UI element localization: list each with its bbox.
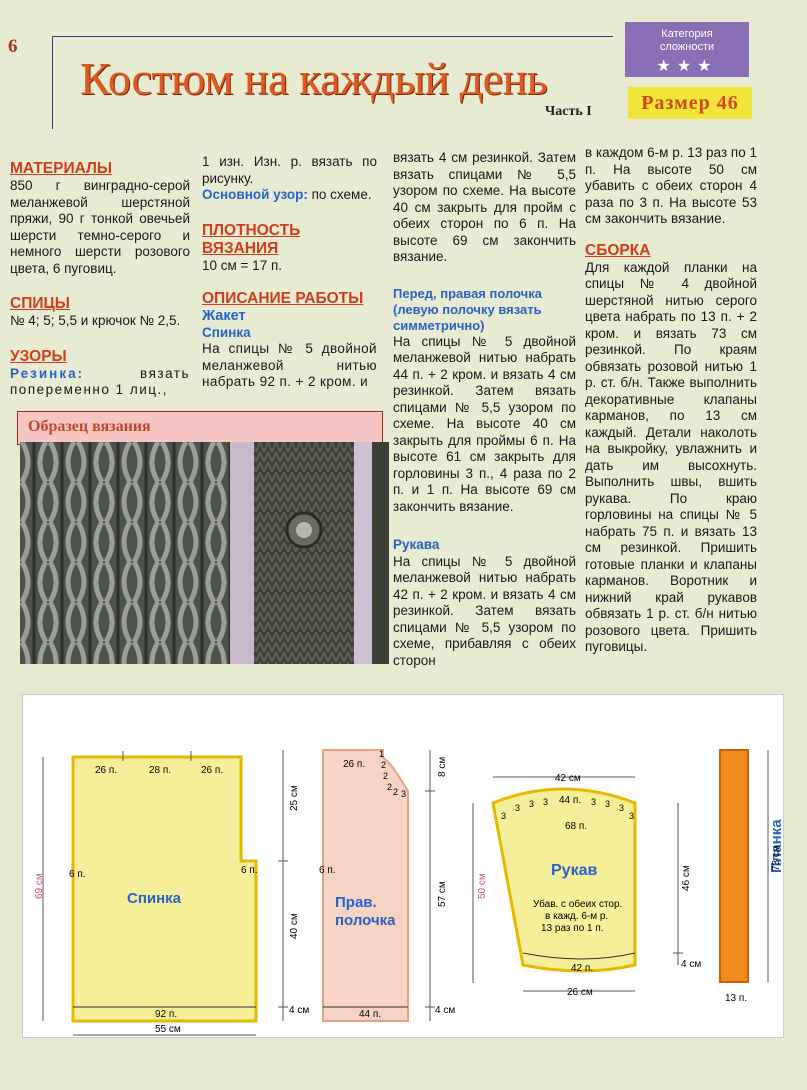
front-neck-3: 2 [383,771,389,781]
assembly-text: Для каждой планки на спицы № 4 двойной шерстяной нитью серого цвета набрать по 13 п. + 2 кром. и вязать 73 см резинкой. По краям обвязать розовой нитью 1 р. ст. б/н. Также выполнить декоративные клапаны карманов, по 13 см каждый. Детали наколоть на выкройку, увлажнить и дать им высохнуть. Выполнить швы, вшить рукава. По краю горловины на спицы № 5 набрать 75 п. и вязать 13 см резинкой. Пришить готовые планки и клапаны карманов. Воротник и нижний край рукавов обвязать 1 р. ст. б/н нитью розового цвета. Пришить пуговицы. [585,259,757,654]
difficulty-stars-icon: ★★★ [656,58,718,75]
front-top-h: 8 см [437,756,448,777]
back-bottom-sts: 92 п. [155,1009,178,1020]
main-pattern-text: по схеме. [307,187,372,202]
column-4 [585,145,757,656]
band-shape [720,750,748,982]
back-side-right-sts: 6 п. [241,865,258,876]
front-neck-4: 2 [387,782,393,792]
difficulty-badge [625,22,749,77]
main-pattern-paragraph [202,187,377,204]
back-continued: вязать 4 см резинкой. Затем вязать спицами № 5,5 узором по схеме. На высоте 40 см закрыть для пройм с обеих сторон по 6 п. На высоте 69 см закончить вязание. [393,150,576,264]
needles-text: № 4; 5; 5,5 и крючок № 2,5. [10,313,181,328]
front-neck-5: 2 [393,787,399,797]
front-text: На спицы № 5 двойной меланжевой нитью набрать 44 п. + 2 кром. и вязать 4 см резинкой. Затем вязать спицами № 5,5 узором по схеме. На высоте 40 см закрыть для проймы 6 п. На высоте 61 см закрыть для горловины 3 п., 4 раза по 2 п. и 1 п. На высоте 69 см закончить вязание. [393,333,576,514]
front-name-2: полочка [335,912,396,929]
sleeve-top-sts: 44 п. [559,795,582,806]
sleeve-shape [493,789,635,971]
materials-text: 850 г винградно-серой меланжевой шерстяной пряжи, 90 г тонкой овечьей шерсти темно-серого и немного шерсти розового цвета, 6 пуговиц. [10,178,190,276]
back-subheading: Спинка [202,324,251,340]
band-name: Планка [768,819,783,873]
front-bottom-sts: 44 п. [359,1009,382,1020]
sleeve-name: Рукав [551,862,598,879]
front-top-sts: 26 п. [343,759,366,770]
density-heading: ПЛОТНОСТЬ ВЯЗАНИЯ [202,221,301,257]
back-top-right-sts: 26 п. [201,765,224,776]
sleeve-top-width: 42 см [555,773,581,784]
main-pattern-label: Основной узор: [202,187,308,202]
difficulty-label-2: сложности [659,41,715,53]
part-label: Часть I [545,104,592,119]
front-name-1: Прав. [335,894,377,911]
page-number: 6 [8,36,18,57]
rib-continued: 1 изн. Изн. р. вязать по рисунку. [202,154,377,186]
sleeve-rib-h: 4 см [681,959,702,970]
sleeve-dec-2: 3 [515,803,521,813]
sleeve-dec-6: 3 [605,799,611,809]
sleeve-dec-1: 3 [501,811,507,821]
front-height: 57 см [437,881,448,907]
sample-heading: Образец вязания [28,418,151,435]
needles-heading: СПИЦЫ [10,295,70,312]
sleeve-dec-4: 3 [543,797,549,807]
sleeve-dec-3: 3 [529,799,535,809]
patterns-heading: УЗОРЫ [10,347,67,365]
rib-paragraph [10,366,190,399]
size-badge: Размер 46 [628,87,752,119]
materials-heading: МАТЕРИАЛЫ [10,160,113,177]
column-1 [10,160,190,399]
sleeve-note-1: Убав. с обеих стор. [533,899,623,910]
jacket-subheading: Жакет [202,308,246,324]
back-upper-h: 25 см [289,785,300,811]
rib-text: вязать попеременно 1 лиц., [10,365,190,397]
front-side-sts: 6 п. [319,865,336,876]
front-neck-1: 1 [379,749,385,759]
schematic-svg [23,695,783,1037]
work-heading: ОПИСАНИЕ РАБОТЫ [202,290,364,307]
back-top-left-sts: 26 п. [95,765,118,776]
density-text: 10 см = 17 п. [202,257,283,273]
back-width: 55 см [155,1024,181,1035]
sample-heading-bar [17,411,383,445]
sleeve-continued: в каждом 6-м р. 13 раз по 1 п. На высоте 50 см убавить с обеих сторон 4 раза по 3 п. На высоте 53 см закончить вязание. [585,145,757,226]
column-2 [202,154,377,391]
front-subheading: Перед, правая полочка (левую полочку вязать симметрично) [393,285,542,333]
sleeve-bottom-width: 26 см [567,987,593,998]
column-3 [393,150,576,669]
sleeve-note-3: 13 раз по 1 п. [541,923,604,934]
band-length: 73 см [771,845,782,871]
back-height: 69 см [34,873,45,899]
back-rib-h: 4 см [289,1005,310,1016]
back-piece-shape [73,757,256,1021]
sleeve-note-2: в кажд. 6-м р. [545,911,609,922]
sleeve-subheading: Рукава [393,537,440,552]
back-lower-h: 40 см [289,913,300,939]
sleeve-dec-7: 3 [619,803,625,813]
sleeve-dec-8: 3 [629,811,635,821]
sleeve-text: На спицы № 5 двойной меланжевой нитью набрать 42 п. + 2 кром. и вязать 4 см резинкой. Затем вязать спицами № 5,5 узором по схеме, прибавляя с обеих сторон [393,553,576,668]
front-neck-6: 3 [401,789,407,799]
rib-label: Резинка: [10,365,85,381]
sleeve-height: 50 см [477,873,488,899]
sleeve-mid-sts: 68 п. [565,821,588,832]
page-title: Костюм на каждый день [80,53,548,104]
assembly-heading: СБОРКА [585,241,651,259]
sleeve-mid-h: 46 см [681,865,692,891]
back-text: На спицы № 5 двойной меланжевой нитью набрать 92 п. + 2 кром. и [202,341,377,389]
back-side-left-sts: 6 п. [69,869,86,880]
difficulty-label-1: Категория [661,28,713,40]
sleeve-bottom-sts: 42 п. [571,963,594,974]
band-width: 13 п. [725,993,748,1004]
back-top-mid-sts: 28 п. [149,765,172,776]
knitting-sample-photo [20,442,389,664]
sleeve-dec-5: 3 [591,797,597,807]
front-rib-h: 4 см [435,1005,456,1016]
front-neck-2: 2 [381,760,387,770]
schematic-diagrams [22,694,784,1038]
back-name: Спинка [127,890,182,907]
